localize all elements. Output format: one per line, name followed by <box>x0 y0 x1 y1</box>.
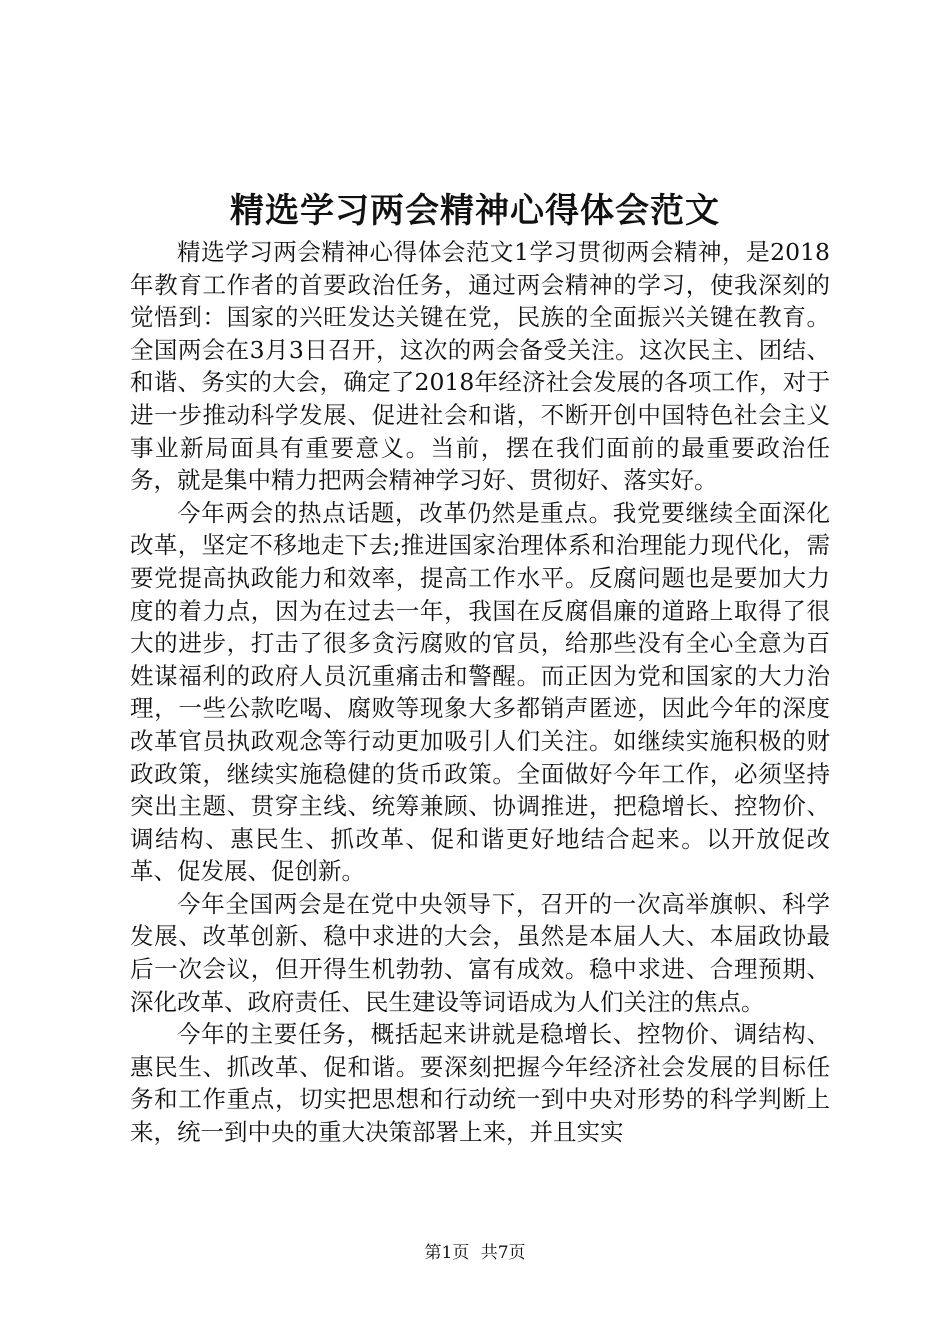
page-number: 第1页 <box>424 1243 470 1263</box>
paragraph-3: 今年全国两会是在党中央领导下，召开的一次高举旗帜、科学发展、改革创新、稳中求进的大会，虽然是本届人大、本届政协最后一次会议，但开得生机勃勃、富有成效。稳中求进、合理预期、深化改革、政府责任、民生建设等词语成为人们关注的焦点。 <box>130 889 830 1016</box>
page-footer <box>0 1241 950 1265</box>
page-total: 共7页 <box>480 1243 526 1263</box>
document-body <box>130 236 830 1149</box>
document-title: 精选学习两会精神心得体会范文 <box>230 191 720 231</box>
paragraph-4: 今年的主要任务，概括起来讲就是稳增长、控物价、调结构、惠民生、抓改革、促和谐。要深刻把握今年经济社会发展的目标任务和工作重点，切实把思想和行动统一到中央对形势的科学判断上来，统一到中央的重大决策部署上来，并且实实 <box>130 1020 830 1147</box>
paragraph-1: 精选学习两会精神心得体会范文1学习贯彻两会精神，是2018年教育工作者的首要政治任务，通过两会精神的学习，使我深刻的觉悟到：国家的兴旺发达关键在党，民族的全面振兴关键在教育。全国两会在3月3日召开，这次的两会备受关注。这次民主、团结、和谐、务实的大会，确定了2018年经济社会发展的各项工作，对于进一步推动科学发展、促进社会和谐，不断开创中国特色社会主义事业新局面具有重要意义。当前，摆在我们面前的最重要政治任务，就是集中精力把两会精神学习好、贯彻好、落实好。 <box>130 238 830 495</box>
paragraph-2: 今年两会的热点话题，改革仍然是重点。我党要继续全面深化改革，坚定不移地走下去;推进国家治理体系和治理能力现代化，需要党提高执政能力和效率，提高工作水平。反腐问题也是要加大力度的着力点，因为在过去一年，我国在反腐倡廉的道路上取得了很大的进步，打击了很多贪污腐败的官员，给那些没有全心全意为百姓谋福利的政府人员沉重痛击和警醒。而正因为党和国家的大力治理，一些公款吃喝、腐败等现象大多都销声匿迹，因此今年的深度改革官员执政观念等行动更加吸引人们关注。如继续实施积极的财政政策，继续实施稳健的货币政策。全面做好今年工作，必须坚持突出主题、贯穿主线、统筹兼顾、协调推进，把稳增长、控物价、调结构、惠民生、抓改革、促和谐更好地结合起来。以开放促改革、促发展、促创新。 <box>130 498 830 886</box>
